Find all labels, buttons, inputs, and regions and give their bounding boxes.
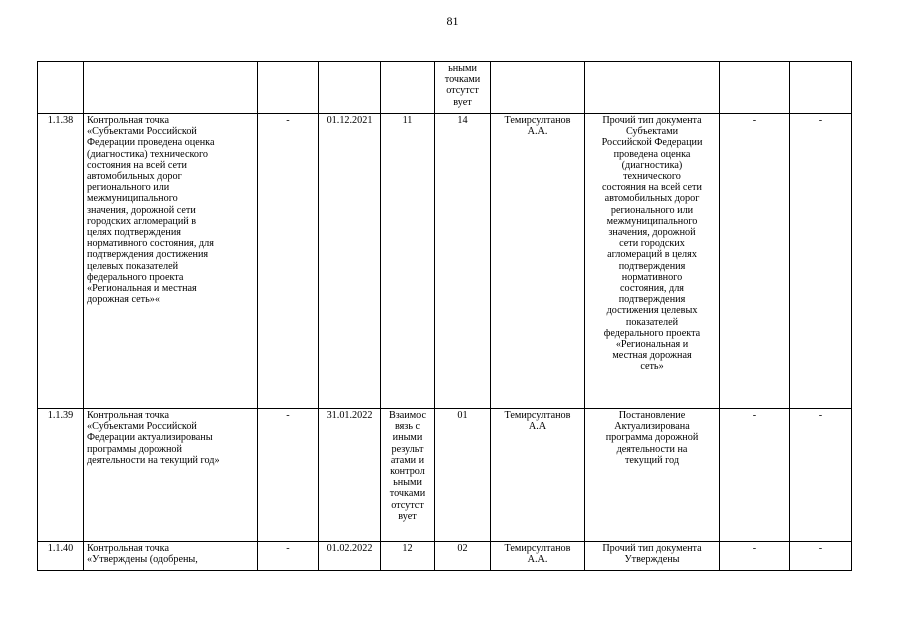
- cell-col5: [381, 62, 435, 114]
- cell-col3: [258, 62, 319, 114]
- cell-number: [38, 62, 84, 114]
- cell-col10: -: [790, 409, 852, 542]
- cell-name: Контрольная точка «Субъектами Российской Федерации проведена оценка (диагностика) технического состояния на всей сети автомобильных дорог регионального или межмуниципального значения, дорожной сети городских агломераций в целях подтверждения нормативного состояния, для подтверждения достижения целевых показателей федерального проекта «Региональная и местная дорожная сеть»«: [84, 114, 258, 409]
- control-points-table: [37, 61, 852, 571]
- cell-number: 1.1.40: [38, 542, 84, 571]
- cell-responsible: Темирсултанов А.А: [491, 409, 585, 542]
- cell-responsible: [491, 62, 585, 114]
- cell-date: 31.01.2022: [319, 409, 381, 542]
- cell-col9: -: [720, 542, 790, 571]
- cell-name: Контрольная точка «Субъектами Российской Федерации актуализированы программы дорожной деятельности на текущий год»: [84, 409, 258, 542]
- cell-col9: -: [720, 409, 790, 542]
- cell-col6: 14: [435, 114, 491, 409]
- cell-col3: -: [258, 542, 319, 571]
- cell-col6: 01: [435, 409, 491, 542]
- cell-col10: [790, 62, 852, 114]
- table-row: [38, 62, 852, 114]
- cell-col5: 11: [381, 114, 435, 409]
- cell-document: Постановление Актуализирована программа дорожной деятельности на текущий год: [585, 409, 720, 542]
- cell-col3: -: [258, 409, 319, 542]
- cell-col5: Взаимос вязь с иными результ атами и контрол ьными точками отсутст вует: [381, 409, 435, 542]
- cell-document: Прочий тип документа Утверждены: [585, 542, 720, 571]
- cell-col5: 12: [381, 542, 435, 571]
- cell-date: [319, 62, 381, 114]
- cell-document: [585, 62, 720, 114]
- cell-col6: 02: [435, 542, 491, 571]
- cell-responsible: Темирсултанов А.А.: [491, 542, 585, 571]
- cell-col10: -: [790, 114, 852, 409]
- table-row: [38, 114, 852, 409]
- cell-document: Прочий тип документа Субъектами Российской Федерации проведена оценка (диагностика) технического состояния на всей сети автомобильных дорог регионального или межмуниципального значения, дорожной сети городских агломераций в целях подтверждения нормативного состояния, для подтверждения достижения целевых показателей федерального проекта «Региональная и местная дорожная сеть»: [585, 114, 720, 409]
- cell-col6: ьными точками отсутст вует: [435, 62, 491, 114]
- cell-col9: -: [720, 114, 790, 409]
- cell-number: 1.1.38: [38, 114, 84, 409]
- cell-responsible: Темирсултанов А.А.: [491, 114, 585, 409]
- cell-name: Контрольная точка «Утверждены (одобрены,: [84, 542, 258, 571]
- cell-number: 1.1.39: [38, 409, 84, 542]
- cell-name: [84, 62, 258, 114]
- cell-col3: -: [258, 114, 319, 409]
- cell-date: 01.02.2022: [319, 542, 381, 571]
- cell-date: 01.12.2021: [319, 114, 381, 409]
- cell-col9: [720, 62, 790, 114]
- cell-col10: -: [790, 542, 852, 571]
- page-number: 81: [446, 14, 459, 28]
- table-row: [38, 542, 852, 571]
- table-row: [38, 409, 852, 542]
